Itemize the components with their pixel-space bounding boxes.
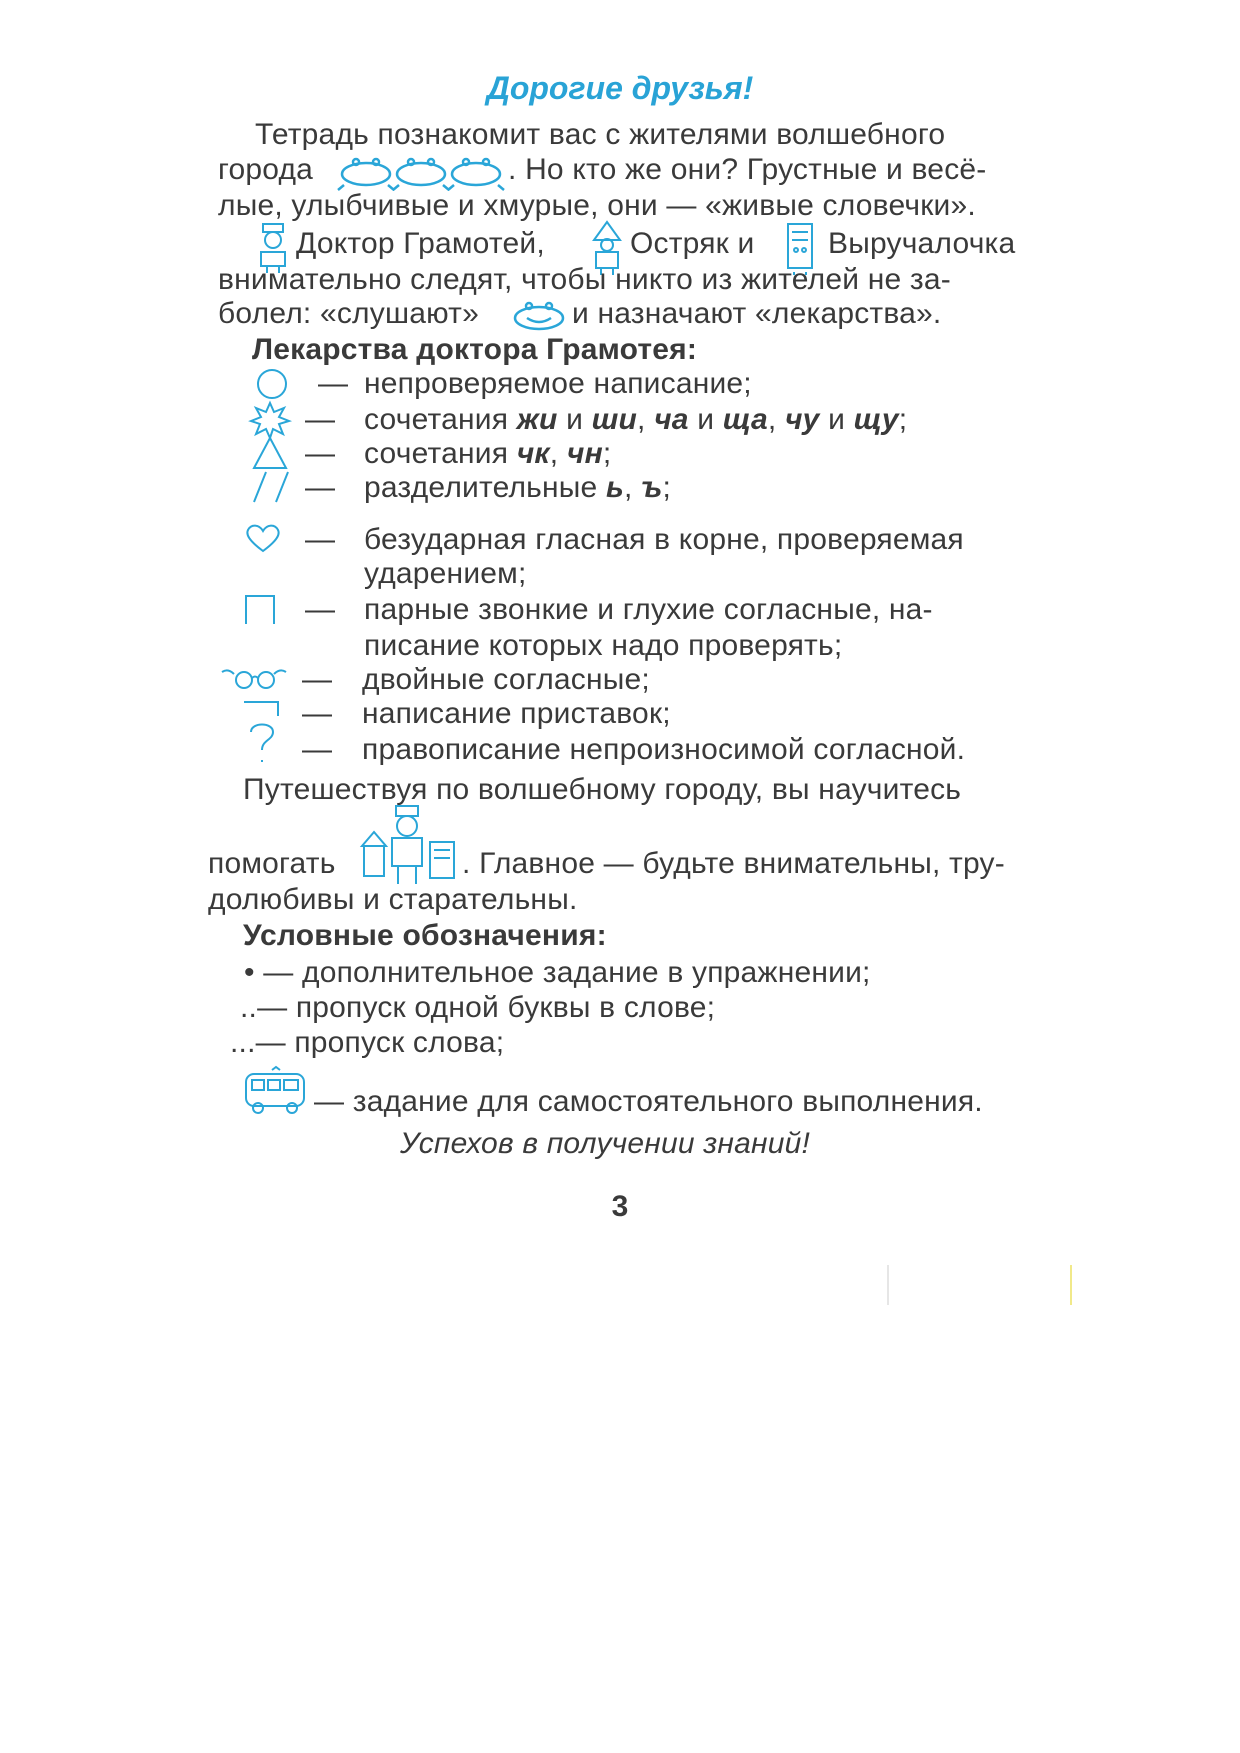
legend-three-dots-row	[230, 1025, 504, 1061]
text-combinations: сочетания	[364, 403, 509, 436]
intro-line-5: внимательно следят, чтобы никто из жителей не за-	[218, 263, 951, 296]
double-slash-icon	[250, 468, 294, 506]
and-3: и	[828, 403, 846, 436]
medicines-heading: Лекарства доктора Грамотея:	[252, 333, 698, 366]
dot-mark: •	[244, 956, 255, 989]
travel-line-3: долюбивы и старательны.	[208, 883, 578, 916]
semicolon-2: ;	[898, 403, 908, 436]
travel-line-2b: . Главное — будьте внимательны, тру-	[462, 847, 1005, 880]
two-dots-text: — пропуск одной буквы в слове;	[257, 991, 716, 1024]
three-helpers-icon	[352, 802, 462, 888]
medicine-dash-6: —	[305, 593, 335, 626]
syllable-shi: ши	[591, 403, 637, 436]
bus-icon	[242, 1066, 308, 1118]
syllable-chn: чн	[566, 437, 603, 470]
syllable-chu: чу	[784, 403, 820, 436]
intro-line-2a: города	[218, 153, 314, 186]
semicolon-3: ;	[602, 437, 612, 470]
p-shape-icon	[240, 592, 280, 626]
dot-text: — дополнительное задание в упражнении;	[263, 956, 871, 989]
page-number: 3	[611, 1190, 629, 1223]
page-title: Дорогие друзья!	[486, 70, 754, 106]
medicine-item-5-line-2: ударением;	[364, 557, 527, 590]
question-mark-icon	[244, 720, 280, 766]
medicine-item-1: непроверяемое написание;	[364, 367, 752, 400]
glasses-icon	[220, 664, 288, 694]
text-combinations-3: сочетания	[364, 437, 509, 470]
medicine-item-6-line-1: парные звонкие и глухие согласные, на-	[364, 593, 933, 626]
hard-sign: ъ	[641, 471, 663, 504]
syllable-cha: ча	[654, 403, 689, 436]
medicine-item-5-line-1: безударная гласная в корне, проверяемая	[364, 523, 964, 556]
and-1: и	[566, 403, 584, 436]
prefix-mark-icon	[240, 696, 284, 720]
intro-line-4a: Доктор Грамотей,	[296, 227, 545, 260]
medicine-dash-8: —	[302, 697, 332, 730]
intro-line-6a: болел: «слушают»	[218, 297, 479, 330]
medicine-dash-2: —	[305, 403, 335, 436]
medicine-item-2	[364, 402, 907, 438]
medicine-item-7: двойные согласные;	[362, 663, 650, 696]
syllable-zhi: жи	[516, 403, 558, 436]
three-dots-mark: ...	[230, 1026, 256, 1059]
intro-line-6b: и назначают «лекарства».	[572, 297, 942, 330]
medicine-item-6-line-2: писание которых надо проверять;	[364, 629, 843, 662]
listen-creature-icon	[512, 296, 566, 336]
and-2: и	[697, 403, 715, 436]
intro-line-2b: . Но кто же они? Грустные и весё-	[508, 153, 987, 186]
medicine-dash-4: —	[305, 471, 335, 504]
medicine-item-8: написание приставок;	[362, 697, 671, 730]
medicine-item-3	[364, 436, 611, 472]
medicine-item-9: правописание непроизносимой согласной.	[362, 733, 966, 766]
heart-icon	[244, 522, 282, 554]
travel-line-1: Путешествуя по волшебному городу, вы научитесь	[243, 773, 962, 806]
medicine-item-4	[364, 470, 671, 506]
intro-line-3: лые, улыбчивые и хмурые, они — «живые словечки».	[218, 189, 976, 222]
legend-heading: Условные обозначения:	[243, 919, 607, 952]
medicine-dash-5: —	[305, 523, 335, 556]
medicine-dash-1: —	[318, 367, 348, 400]
medicine-dash-9: —	[302, 733, 332, 766]
legend-bus-row: — задание для самостоятельного выполнения.	[314, 1085, 983, 1118]
medicine-dash-7: —	[302, 663, 332, 696]
intro-line-1: Тетрадь познакомит вас с жителями волшебного	[255, 118, 946, 151]
three-dots-text: — пропуск слова;	[255, 1026, 505, 1059]
intro-line-4c: Выручалочка	[828, 227, 1016, 260]
triangle-icon	[250, 434, 290, 472]
closing-wish: Успехов в получении знаний!	[400, 1127, 811, 1160]
comma-4: ,	[624, 471, 633, 504]
text-separating: разделительные	[364, 471, 598, 504]
travel-line-2a: помогать	[208, 847, 336, 880]
scan-mark-yellow	[1070, 1265, 1072, 1305]
legend-two-dots-row	[240, 990, 715, 1026]
comma-2: ,	[767, 403, 777, 436]
circle-icon	[252, 366, 292, 402]
scan-mark-gray	[887, 1265, 889, 1305]
syllable-chk: чк	[516, 437, 550, 470]
two-dots-mark: ..	[240, 991, 258, 1024]
intro-line-4b: Остряк и	[630, 227, 755, 260]
syllable-shchu: щу	[853, 403, 899, 436]
comma-1: ,	[636, 403, 646, 436]
comma-3: ,	[549, 437, 559, 470]
semicolon-4: ;	[662, 471, 672, 504]
legend-dot-row	[244, 955, 871, 991]
medicine-dash-3: —	[305, 437, 335, 470]
syllable-shcha: ща	[722, 403, 768, 436]
soft-sign: ь	[605, 471, 624, 504]
